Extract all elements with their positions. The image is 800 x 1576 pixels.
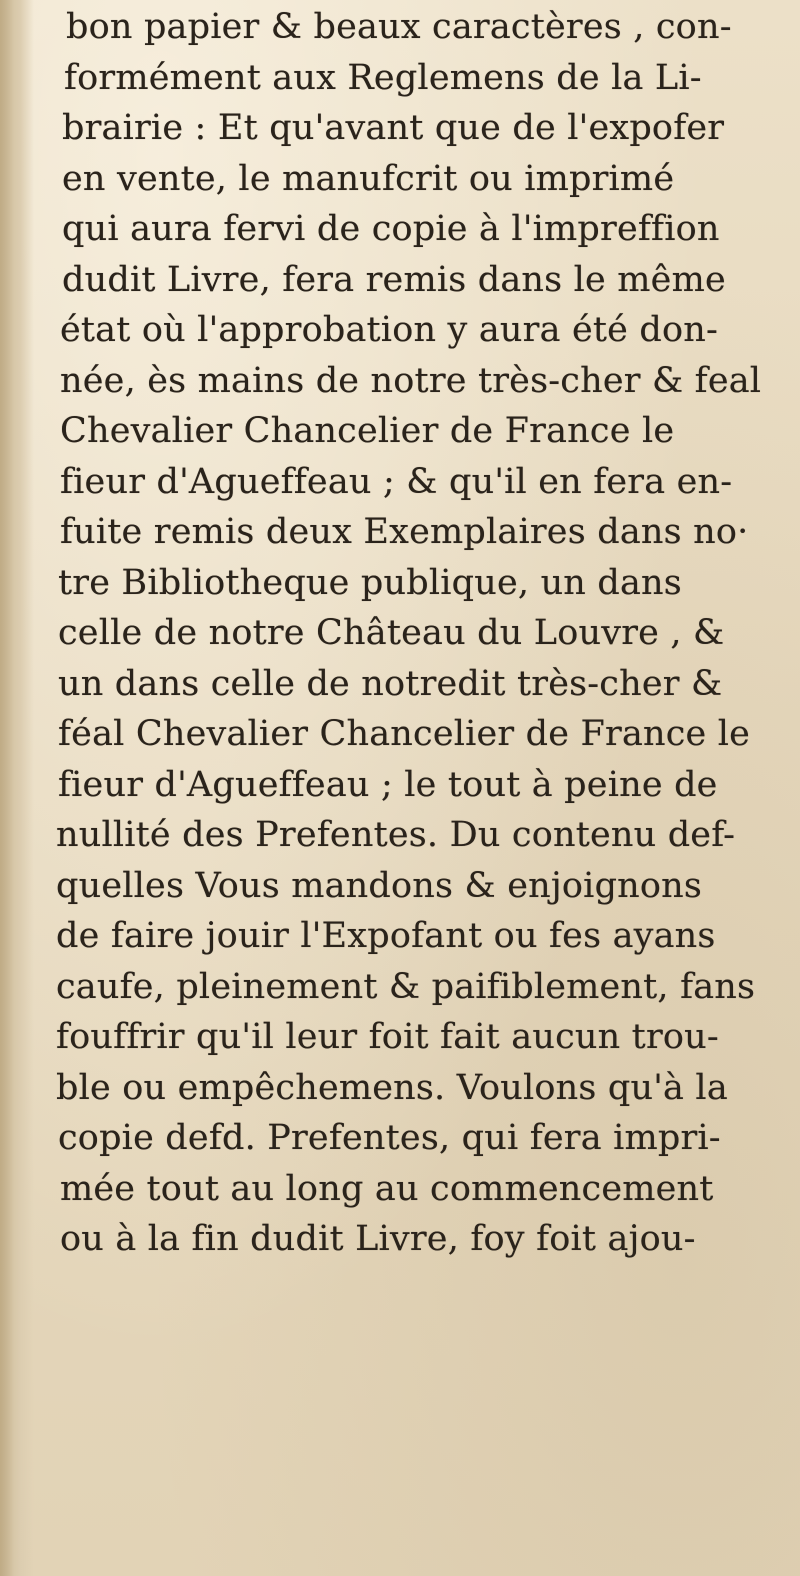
text-line: née, ès mains de notre très-cher & feal [60, 360, 762, 401]
text-line: qui aura fervi de copie à l'impreffion [62, 209, 720, 249]
text-line: Chevalier Chancelier de France le [60, 411, 675, 451]
text-line: ble ou empêchemens. Voulons qu'à la [56, 1067, 728, 1108]
text-line: copie defd. Prefentes, qui fera impri- [58, 1118, 721, 1158]
text-line: tre Bibliotheque publique, un dans [58, 562, 682, 603]
text-line: nullité des Prefentes. Du contenu def- [56, 815, 736, 855]
text-line: un dans celle de notredit très-cher & [58, 663, 723, 704]
text-line: féal Chevalier Chancelier de France le [58, 714, 751, 754]
text-line: ou à la fin dudit Livre, foy foit ajou- [60, 1219, 696, 1259]
text-line: fieur d'Agueffeau ; & qu'il en fera en- [60, 461, 733, 502]
page-edge-shadow [0, 0, 14, 1576]
text-line: dudit Livre, fera remis dans le même [62, 259, 726, 300]
text-line: fouffrir qu'il leur foit fait aucun trou- [56, 1017, 719, 1057]
text-line: de faire jouir l'Expofant ou fes ayans [56, 916, 716, 956]
text-line: en vente, le manufcrit ou imprimé [62, 158, 675, 199]
text-line: brairie : Et qu'avant que de l'expofer [62, 108, 725, 148]
text-line: mée tout au long au commencement [60, 1168, 714, 1209]
text-line: quelles Vous mandons & enjoignons [56, 865, 703, 906]
text-line: caufe, pleinement & paifiblement, fans [56, 966, 756, 1007]
text-line: état où l'approbation y aura été don- [60, 310, 719, 350]
text-line: fuite remis deux Exemplaires dans no· [60, 512, 749, 552]
text-line: fieur d'Agueffeau ; le tout à peine de [58, 764, 718, 805]
text-line: celle de notre Château du Louvre , & [58, 613, 725, 653]
text-line: bon papier & beaux caractères , con- [66, 7, 732, 47]
body-text [56, 2, 776, 1265]
text-line: formément aux Reglemens de la Li- [64, 57, 702, 98]
